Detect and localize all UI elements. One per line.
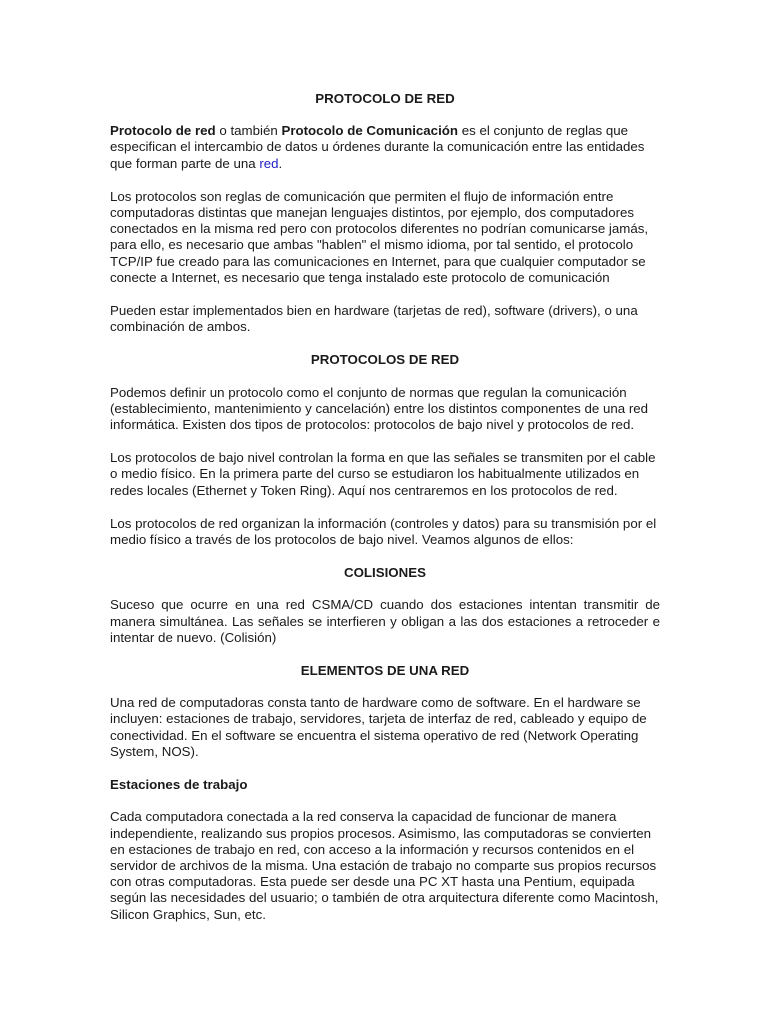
subsection-title-estaciones-de-trabajo: Estaciones de trabajo (110, 777, 248, 793)
intro-end: . (278, 155, 283, 171)
section-title-elementos-de-una-red: ELEMENTOS DE UNA RED (300, 663, 470, 679)
paragraph: Una red de computadoras consta tanto de hardware como de software. En el hardware se incluyen: estaciones de trabajo, servidores, tarjeta de interfaz de red, cableado y equipo de conectividad. En el software se encuentra el sistema operativo de red (Network Operating System, NOS). (110, 695, 647, 759)
paragraph: Los protocolos son reglas de comunicación que permiten el flujo de información entre computadoras distintas que manejan lenguajes distintos, por ejemplo, dos computadores conectados en la misma red pero con protocolos diferentes no podrían comunicarse jamás, para ello, es necesario que ambas "hablen" el mismo idioma, por tal sentido, el protocolo TCP/IP fue creado para las comunicaciones en Internet, para que cualquier computador se conecte a Internet, es necesario que tenga instalado este protocolo de comunicación (110, 188, 649, 285)
term-protocolo-de-comunicacion: Protocolo de Comunicación (281, 123, 459, 139)
section-title-protocolos-de-red: PROTOCOLOS DE RED (310, 352, 460, 368)
intro-rest: es el conjunto de reglas que especifican el intercambio de datos u órdenes durante la comunicación entre las entidades que forman parte de una (110, 123, 645, 171)
red-link[interactable]: red (259, 155, 279, 171)
term-protocolo-de-red: Protocolo de red (110, 123, 216, 139)
intro-paragraph (110, 123, 660, 172)
paragraph: Podemos definir un protocolo como el conjunto de normas que regulan la comunicación (establecimiento, mantenimiento y cancelación) entre los distintos componentes de una red informática. Existen dos tipos de protocolos: protocolos de bajo nivel y protocolos de red. (110, 384, 649, 433)
section-title-protocolo-de-red: PROTOCOLO DE RED (315, 91, 455, 106)
paragraph: Los protocolos de bajo nivel controlan la forma en que las señales se transmiten por el cable o medio físico. En la primera parte del curso se estudiaron los habitualmente utilizados en redes locales (Ethernet y Token Ring). Aquí nos centraremos en los protocolos de red. (110, 450, 656, 498)
section-title-colisiones: COLISIONES (343, 565, 426, 581)
paragraph: Los protocolos de red organizan la información (controles y datos) para su transmisión por el medio físico a través de los protocolos de bajo nivel. Veamos algunos de ellos: (110, 515, 657, 548)
intro-connector: o también (215, 123, 282, 139)
paragraph: Pueden estar implementados bien en hardware (tarjetas de red), software (drivers), o una combinación de ambos. (110, 303, 638, 335)
document-page (110, 91, 660, 940)
paragraph: Suceso que ocurre en una red CSMA/CD cuando dos estaciones intentan transmitir de manera simultánea. Las señales se interfieren y obligan a las dos estaciones a retroceder e intentar de nuevo. (Colisión) (110, 597, 660, 645)
paragraph: Cada computadora conectada a la red conserva la capacidad de funcionar de manera independiente, realizando sus propios procesos. Asimismo, las computadoras se convierten en estaciones de trabajo en red, con acceso a la información y recursos contenidos en el servidor de archivos de la misma. Una estación de trabajo no comparte sus propios recursos con otras computadoras. Esta puede ser desde una PC XT hasta una Pentium, equipada según las necesidades del usuario; o también de otra arquitectura diferente como Macintosh, Silicon Graphics, Sun, etc. (110, 809, 659, 922)
